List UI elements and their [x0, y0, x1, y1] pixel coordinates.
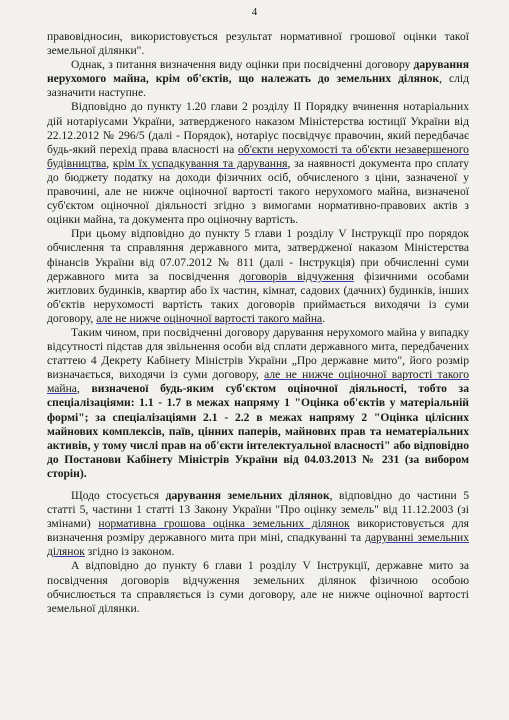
- text-span: Щодо стосується: [71, 489, 166, 502]
- paragraph-continuation: [47, 30, 469, 58]
- paragraph-land-gift: [47, 489, 469, 559]
- text-span: .: [322, 311, 326, 325]
- bold-phrase: дарування нерухомого майна, крім об'єктів, що належать до земельних ділянок: [47, 58, 469, 86]
- text-span: Відповідно до пункту 1.20 глави 2 розділу II Порядку вчинення нотаріальних дій нотаріусами України, затвердженого наказом Міністерства юстиції України від 22.12.2012 № 296/5 (далі - Порядок), нотаріус посвідчує правочин, який передбачає будь-який перехід права власності на: [47, 100, 469, 156]
- underlined-phrase: договорів відчуження: [239, 269, 354, 283]
- paragraph-instruction: [47, 227, 469, 326]
- page-number: 4: [251, 6, 258, 18]
- paragraph-procedure: [47, 100, 469, 227]
- underlined-phrase: даруванні земельних ділянок: [47, 531, 469, 559]
- text-span: ,: [76, 382, 92, 396]
- bold-phrase: визначеної будь-яким суб'єктом оціночної діяльності, тобто за спеціалізаціями: 1.1 - 1.7 в межах напряму 1 "Оцінка об'єктів у матеріальній формі"; за спеціалізаціями 2.1 - 2.2 в межах напряму 2 "Оцінка цілісних майнових комплексів, паїв, цінних паперів, майнових прав та нематеріальних активів, у тому числі прав на об'єкти інтелектуальної власності" або відповідно до Постанови Кабінету Міністрів України від 04.03.2013 № 231 (за вибором сторін).: [47, 382, 470, 480]
- text-span: згідно із законом.: [84, 545, 175, 559]
- underlined-phrase: об'єкти нерухомості та об'єкти незавершеного будівництва: [47, 142, 469, 170]
- text-span: При цьому відповідно до пункту 5 глави 1 розділу V Інструкції про порядок обчислення та справляння державного мита, затвердженої наказом Міністерства фінансів України від 07.07.2012 № 811 (далі - Інструкція) при обчисленні суми державного мита за посвідчення: [47, 227, 469, 283]
- underlined-phrase: але не нижче оціночної вартості такого майна: [96, 311, 323, 325]
- paragraph-gift-intro: [47, 58, 469, 100]
- underlined-phrase: але не нижче оціночної вартості такого майна: [47, 368, 469, 396]
- text-span: ,: [106, 156, 113, 170]
- paragraph-land-fee: [47, 559, 469, 615]
- text-span: , за наявності документа про сплату до бюджету податку на доходи фізичних осіб, обчисленого з ціни, зазначеної у правочині, але не нижче оціночної вартості такого нерухомого майна, визначеної суб'єктом оціночної діяльності згідно з вимогами нормативно-правових актів з оцінки майна, та документа про оціночну вартість.: [47, 156, 469, 227]
- text-span: Однак, з питання визначення виду оцінки при посвідченні договору: [71, 58, 414, 72]
- text-span: правовідносин, використовується результат нормативної грошової оцінки такої земельної ділянки".: [47, 30, 469, 58]
- text-span: , слід зазначити наступне.: [47, 72, 469, 100]
- underlined-phrase: нормативна грошова оцінка земельних ділянок: [98, 517, 350, 531]
- text-span: використовується для визначення розміру державного мита при міні, спадкуванні та: [47, 517, 469, 545]
- paragraph-conclusion: [47, 326, 469, 481]
- text-span: А відповідно до пункту 6 глави 1 розділу V Інструкції, державне мито за посвідчення договорів відчуження земельних ділянок фізичною особою обчислюється та справляється із суми договору, але не нижче оціночної вартості земельної ділянки.: [47, 559, 469, 615]
- text-span: Таким чином, при посвідченні договору дарування нерухомого майна у випадку відсутності підстав для звільнення особи від сплати державного мита, передбачених статтею 4 Декрету Кабінету Міністрів України „Про державне мито", його розмір визначається, виходячи із суми договору,: [47, 325, 469, 382]
- text-span: , відповідно до частини 5 статті 5, частини 1 статті 13 Закону України "Про оцінку земель" від 11.12.2003 (зі змінами): [47, 489, 469, 531]
- underlined-phrase: крім їх успадкування та дарування: [112, 156, 288, 170]
- text-span: фізичними особами житлових будинків, квартир або їх частин, кімнат, садових (дачних) будинків, інших об'єктів нерухомості вартість таких договорів приймається виходячи із суми договору,: [47, 269, 469, 325]
- bold-phrase: дарування земельних ділянок: [165, 489, 330, 502]
